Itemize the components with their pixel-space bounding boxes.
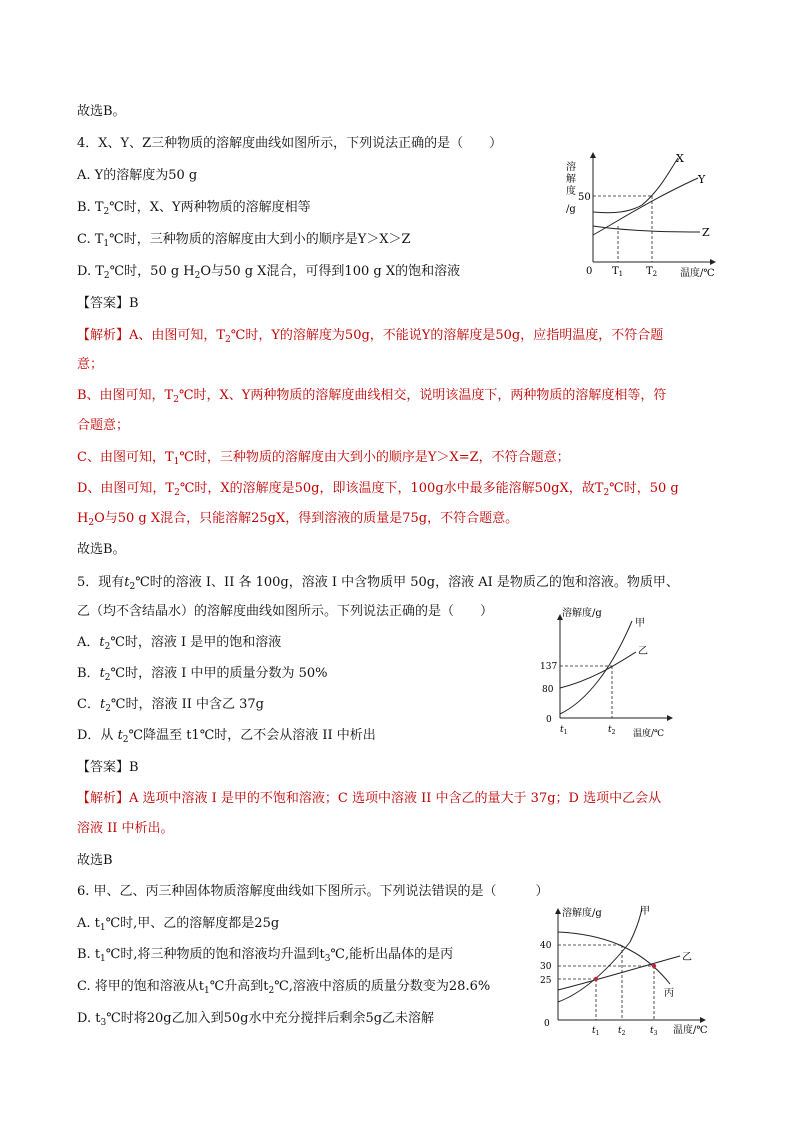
q5-x-label: 温度/℃ [633,729,665,739]
q4-answer: 【答案】B [77,296,139,311]
q4-analysis-d: D、由图可知，$T_2℃$时，X的溶解度是50g，即该温度下，100g水中最多能溶解50gX，故$T_2℃$时，50 g [77,481,679,498]
q4-analysis-b: B、由图可知，$T_2℃$时，X、Y两种物质的溶解度曲线相交，说明该温度下，两种物质的溶解度相等，符 [77,388,667,405]
q4-y-tick-50: 50 [578,192,591,203]
q4-y-arrow [590,152,596,158]
q4-y-label-1: 溶 [566,162,576,173]
q5-curve-yi [560,652,636,688]
q5-stem-cont: 乙（均不含结晶水）的溶解度曲线如图所示。下列说法正确的是（ ） [77,604,494,619]
q6-curve-jia [558,908,642,1002]
q5-option-c: C．$t_2℃$时，溶液 II 中含乙 37g [77,697,264,714]
q5-option-d: D．从 $t_2℃$降温至 t1℃时，乙不会从溶液 II 中析出 [77,728,376,745]
q6-solubility-chart [530,902,720,1036]
q5-y-tick-137: 137 [540,662,558,672]
q6-label-bing: 丙 [664,988,674,999]
q6-option-c: C. 将甲的饱和溶液从$t_1℃$升高到$t_2℃$,溶液中溶质的质量分数变为28.6% [77,979,491,996]
q6-stem: 6. 甲、乙、丙三种固体物质溶解度曲线如下图所示。下列说法错误的是（ ） [77,884,549,899]
q6-curve-bing [558,932,670,984]
q5-y-tick-80: 80 [542,685,554,695]
q4-curve-x [593,158,678,213]
q6-point-t1 [594,977,598,981]
q5-solubility-chart [532,606,682,744]
q6-y-tick-30: 30 [540,962,552,972]
q6-y-tick-40: 40 [540,941,552,951]
q5-x-tick-t1: $t_1$ [560,725,568,736]
q4-curve-z [593,226,700,232]
q4-label-x: X [676,152,684,165]
q4-analysis-a-cont: 意； [77,357,104,372]
q5-x-tick-t2: $t_2$ [608,725,616,736]
q4-curve-y [593,178,698,235]
q4-option-c: C. $T_1℃$时，三种物质的溶解度由大到小的顺序是Y＞X＞Z [77,232,411,249]
q4-analysis-c: C、由图可知，$T_1℃$时，三种物质的溶解度由大到小的顺序是Y＞X=Z，不符合题意； [77,450,570,467]
q5-analysis: 【解析】A 选项中溶液 I 是甲的不饱和溶液；C 选项中溶液 II 中含乙的量大于 37g；D 选项中乙会从 [77,791,662,806]
q5-x-arrow [667,715,673,721]
q5-analysis-cont: 溶液 II 中析出。 [77,821,174,836]
q5-option-b: B．$t_2℃$时，溶液 I 中甲的质量分数为 50% [77,666,328,683]
q6-point-t3 [652,964,656,968]
q6-option-d: D. $t_3℃$时将20g乙加入到50g水中充分搅拌后剩余5g乙未溶解 [77,1011,435,1028]
q6-y-tick-25: 25 [540,976,552,986]
q4-y-label-3: 度 [566,186,576,197]
q5-option-a: A．$t_2℃$时，溶液 I 是甲的饱和溶液 [77,635,282,652]
q5-y-tick-0: 0 [546,715,552,725]
q5-answer: 【答案】B [77,760,139,775]
q6-x-tick-t1: $t_1$ [592,1026,600,1036]
q4-x-tick-t2: $T_2$ [646,266,658,278]
q4-option-a: A. Y的溶解度为50 g [77,168,198,183]
q4-analysis-d-cont: $H_2O$与50 g X混合，只能溶解25gX，得到溶液的质量是75g，不符合题意。 [77,511,519,528]
q6-label-yi: 乙 [682,952,692,963]
q6-x-tick-t2: $t_2$ [618,1026,626,1036]
q4-option-b: B. $T_2℃$时，X、Y两种物质的溶解度相等 [77,200,311,217]
q4-y-label-4: /g [566,204,576,215]
q5-conclusion: 故选B [77,853,113,868]
q4-origin: 0 [586,266,593,277]
q5-curve-jia [560,621,632,714]
q3-conclusion: 故选B。 [77,104,126,119]
q4-option-d: D. $T_2℃$时，50 g $H_2O$与50 g X混合，可得到100 g X的饱和溶液 [77,264,461,281]
q6-y-tick-0: 0 [544,1019,550,1029]
q4-conclusion: 故选B。 [77,542,126,557]
q5-label-jia: 甲 [635,618,645,629]
q4-analysis-a: 【解析】A、由图可知，$T_2℃$时，Y的溶解度为50g，不能说Y的溶解度是50g，应指明温度，不符合题 [77,328,664,345]
q6-x-tick-t3: $t_3$ [650,1026,658,1036]
q6-y-label: 溶解度/g [562,908,602,919]
q6-label-jia: 甲 [640,906,650,917]
q5-stem: 5．现有$t_2℃$时的溶液 I、II 各 100g，溶液 I 中含物质甲 50g，溶液 AI 是物质乙的饱和溶液。物质甲、 [77,575,679,592]
q4-analysis-b-cont: 合题意； [77,418,130,433]
q6-option-a: A. $t_1℃$时,甲、乙的溶解度都是25g [77,916,280,933]
q4-solubility-chart [560,150,720,280]
q4-label-y: Y [698,173,706,186]
q4-label-z: Z [702,226,710,239]
q6-option-b: B. $t_1℃$时,将三种物质的饱和溶液均升温到$t_3℃$,能析出晶体的是丙 [77,947,454,964]
q5-y-label: 溶解度/g [562,608,602,619]
q4-y-label-2: 解 [566,174,576,185]
q4-x-tick-t1: $T_1$ [612,266,624,278]
q6-y-arrow [555,908,561,914]
q6-x-arrow [700,1017,706,1023]
q6-x-label: 温度/℃ [673,1025,708,1036]
q4-x-label: 温度/℃ [680,268,715,279]
q4-x-arrow [710,259,716,265]
q5-label-yi: 乙 [638,646,648,657]
q6-curve-yi [558,956,680,990]
q4-stem: 4．X、Y、Z三种物质的溶解度曲线如图所示，下列说法正确的是（ ） [77,136,503,151]
